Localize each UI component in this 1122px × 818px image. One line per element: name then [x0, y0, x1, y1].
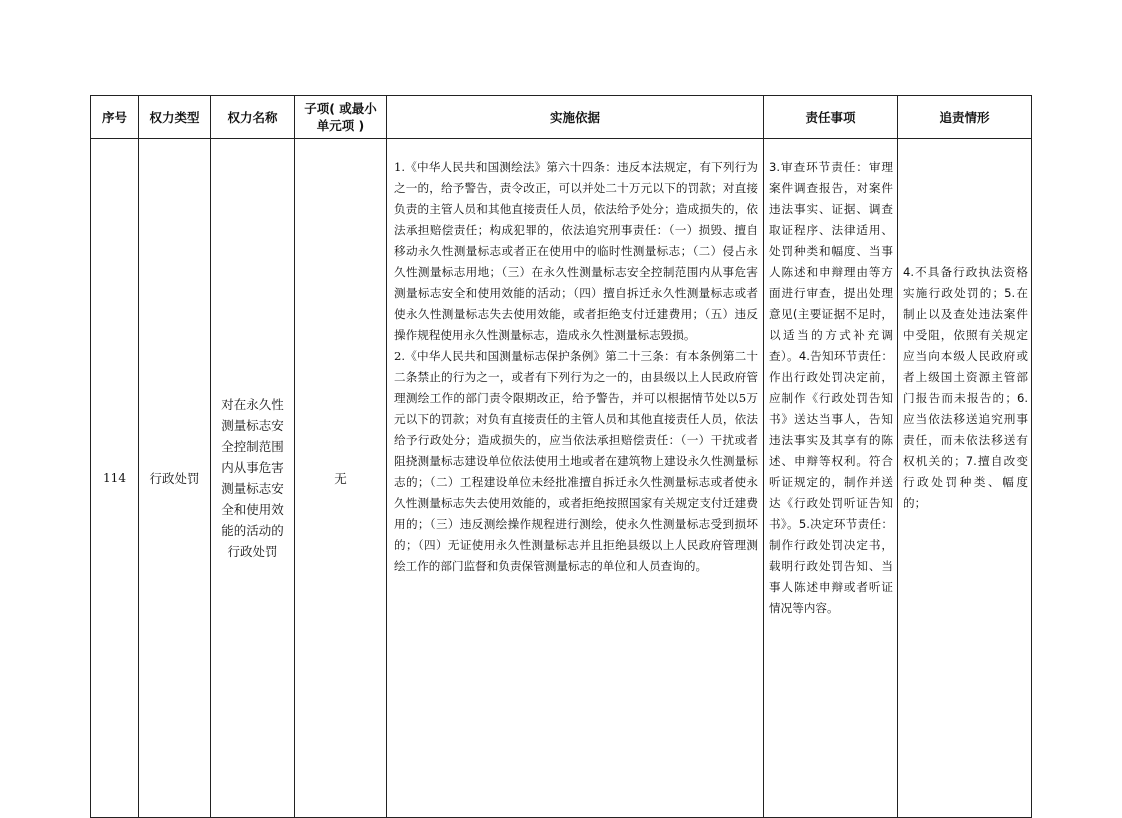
- header-power-type: 权力类型: [139, 96, 211, 139]
- cell-sub-item: 无: [295, 139, 387, 818]
- header-sub-item: 子项( 或最小单元项 ): [295, 96, 387, 139]
- header-power-name: 权力名称: [211, 96, 295, 139]
- cell-accountability: 4.不具备行政执法资格实施行政处罚的；5.在制止以及查处违法案件中受阻，依照有关规定应当向本级人民政府或者上级国土资源主管部门报告而未报告的；6.应当依法移送追究刑事责任，而未依法移送有权机关的；7.擅自改变行政处罚种类、幅度的；: [898, 139, 1032, 818]
- header-accountability: 追责情形: [898, 96, 1032, 139]
- cell-power-type: 行政处罚: [139, 139, 211, 818]
- header-basis: 实施依据: [387, 96, 764, 139]
- cell-responsibility: 3.审查环节责任：审理案件调查报告，对案件违法事实、证据、调查取证程序、法律适用、处罚种类和幅度、当事人陈述和申辩理由等方面进行审查，提出处理意见(主要证据不足时，以适当的方式补充调查）。4.告知环节责任：作出行政处罚决定前，应制作《行政处罚告知书》送达当事人，告知违法事实及其享有的陈述、申辩等权利。符合听证规定的，制作并送达《行政处罚听证告知书》。5.决定环节责任：制作行政处罚决定书，载明行政处罚告知、当事人陈述申辩或者听证情况等内容。: [764, 139, 898, 818]
- cell-power-name: 对在永久性测量标志安全控制范围内从事危害测量标志安全和使用效能的活动的行政处罚: [211, 139, 295, 818]
- header-row: [91, 96, 1032, 139]
- cell-serial: 114: [91, 139, 139, 818]
- power-list-table: [90, 95, 1032, 818]
- cell-basis: 1.《中华人民共和国测绘法》第六十四条：违反本法规定，有下列行为之一的，给予警告，责令改正，可以并处二十万元以下的罚款；对直接负责的主管人员和其他直接责任人员，依法给予处分；造成损失的，依法承担赔偿责任；构成犯罪的，依法追究刑事责任：（一）损毁、擅自移动永久性测量标志或者正在使用中的临时性测量标志；（二）侵占永久性测量标志用地；（三）在永久性测量标志安全控制范围内从事危害测量标志安全和使用效能的活动；（四）擅自拆迁永久性测量标志或者使永久性测量标志失去使用效能，或者拒绝支付迁建费用；（五）违反操作规程使用永久性测量标志，造成永久性测量标志毁损。 2.《中华人民共和国测量标志保护条例》第二十三条：有本条例第二十二条禁止的行为之一，或者有下列行为之一的，由县级以上人民政府管理测绘工作的部门责令限期改正，给予警告，并可以根据情节处以5万元以下的罚款；对负有直接责任的主管人员和其他直接责任人员，依法给予行政处分；造成损失的，应当依法承担赔偿责任：（一）干扰或者阻挠测量标志建设单位依法使用土地或者在建筑物上建设永久性测量标志的；（二）工程建设单位未经批准擅自拆迁永久性测量标志或者使永久性测量标志失去使用效能的，或者拒绝按照国家有关规定支付迁建费用的；（三）违反测绘操作规程进行测绘，使永久性测量标志受到损坏的；（四）无证使用永久性测量标志并且拒绝县级以上人民政府管理测绘工作的部门监督和负责保管测量标志的单位和人员查询的。: [387, 139, 764, 818]
- header-serial: 序号: [91, 96, 139, 139]
- table-row: [91, 139, 1032, 818]
- header-responsibility: 责任事项: [764, 96, 898, 139]
